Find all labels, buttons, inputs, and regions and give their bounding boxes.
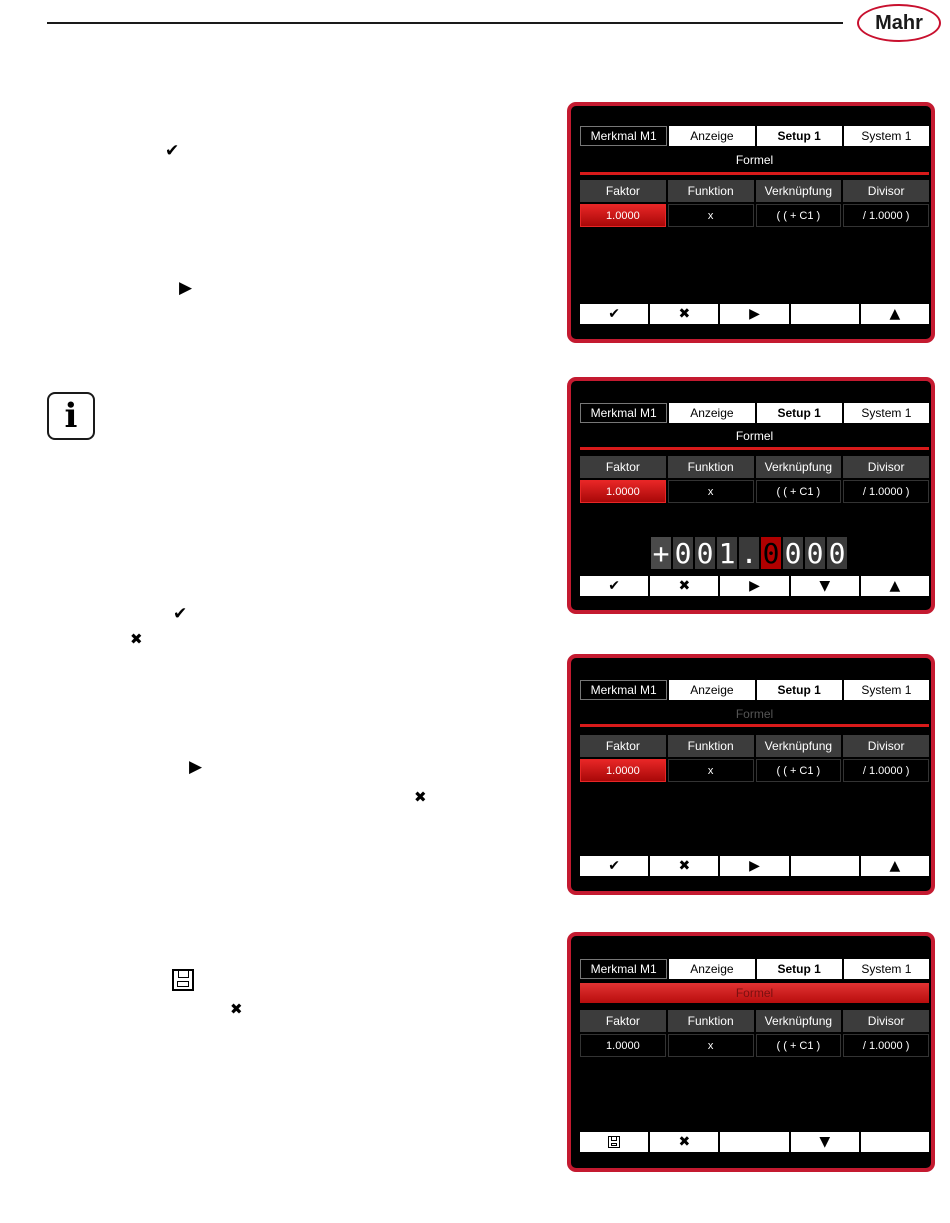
save-icon [608, 1136, 620, 1148]
value-row [580, 1034, 929, 1057]
section-divider [580, 172, 929, 175]
softkey-empty[interactable] [720, 1132, 788, 1152]
tab-system[interactable]: System 1 [844, 126, 929, 146]
tab-setup[interactable]: Setup 1 [757, 959, 842, 979]
tab-anzeige[interactable]: Anzeige [669, 680, 754, 700]
tab-merkmal[interactable]: Merkmal M1 [580, 126, 667, 146]
col-verknuepfung: Verknüpfung [756, 735, 842, 757]
device-screen-3 [567, 654, 935, 895]
column-headers [580, 1010, 929, 1032]
value-verknuepfung[interactable]: ( ( + C1 ) [756, 480, 842, 503]
right-arrow-icon: ▶ [189, 757, 203, 777]
column-headers [580, 180, 929, 202]
softkey-empty[interactable] [861, 1132, 929, 1152]
col-verknuepfung: Verknüpfung [756, 1010, 842, 1032]
col-funktion: Funktion [668, 180, 754, 202]
save-icon [172, 969, 194, 991]
col-divisor: Divisor [843, 1010, 929, 1032]
value-divisor[interactable]: / 1.0000 ) [843, 480, 929, 503]
value-faktor[interactable]: 1.0000 [580, 1034, 666, 1057]
softkey-empty[interactable] [791, 856, 859, 876]
col-funktion: Funktion [668, 1010, 754, 1032]
col-divisor: Divisor [843, 180, 929, 202]
col-faktor: Faktor [580, 735, 666, 757]
softkey-down-icon[interactable]: ▼ [791, 576, 859, 596]
softkey-bar [580, 1132, 929, 1152]
section-title[interactable]: Formel [580, 983, 929, 1003]
col-faktor: Faktor [580, 456, 666, 478]
col-verknuepfung: Verknüpfung [756, 456, 842, 478]
column-headers [580, 456, 929, 478]
value-row [580, 204, 929, 227]
numeric-entry[interactable] [651, 537, 849, 569]
softkey-cross-icon[interactable]: ✖ [650, 304, 718, 324]
softkey-empty[interactable] [791, 304, 859, 324]
col-divisor: Divisor [843, 735, 929, 757]
tab-setup[interactable]: Setup 1 [757, 680, 842, 700]
tab-merkmal[interactable]: Merkmal M1 [580, 959, 667, 979]
cross-icon: ✖ [130, 630, 143, 648]
value-divisor[interactable]: / 1.0000 ) [843, 1034, 929, 1057]
tab-bar [580, 959, 929, 979]
col-divisor: Divisor [843, 456, 929, 478]
softkey-up-icon[interactable]: ▲ [861, 856, 929, 876]
softkey-bar [580, 576, 929, 596]
value-funktion[interactable]: x [668, 204, 754, 227]
value-verknuepfung[interactable]: ( ( + C1 ) [756, 759, 842, 782]
entry-digit-cursor[interactable]: 0 [762, 536, 780, 570]
entry-digit[interactable]: 0 [828, 536, 846, 570]
softkey-bar [580, 304, 929, 324]
column-headers [580, 735, 929, 757]
value-row [580, 480, 929, 503]
tab-bar [580, 680, 929, 700]
check-icon: ✔ [173, 604, 188, 624]
col-faktor: Faktor [580, 180, 666, 202]
value-funktion[interactable]: x [668, 480, 754, 503]
value-verknuepfung[interactable]: ( ( + C1 ) [756, 1034, 842, 1057]
tab-anzeige[interactable]: Anzeige [669, 126, 754, 146]
col-faktor: Faktor [580, 1010, 666, 1032]
value-faktor[interactable]: 1.0000 [580, 204, 666, 227]
entry-digit[interactable]: 0 [806, 536, 824, 570]
softkey-check-icon[interactable]: ✔ [580, 576, 648, 596]
check-icon: ✔ [165, 141, 180, 161]
col-funktion: Funktion [668, 735, 754, 757]
softkey-check-icon[interactable]: ✔ [580, 856, 648, 876]
softkey-right-icon[interactable]: ▶ [720, 856, 788, 876]
value-divisor[interactable]: / 1.0000 ) [843, 204, 929, 227]
mahr-logo: Mahr [857, 4, 941, 42]
softkey-right-icon[interactable]: ▶ [720, 304, 788, 324]
entry-digit[interactable]: + [652, 536, 670, 570]
header-rule [47, 22, 843, 24]
cross-icon: ✖ [230, 1000, 243, 1018]
section-title: Formel [735, 707, 774, 721]
softkey-right-icon[interactable]: ▶ [720, 576, 788, 596]
softkey-check-icon[interactable]: ✔ [580, 304, 648, 324]
tab-setup[interactable]: Setup 1 [757, 126, 842, 146]
section-title: Formel [735, 153, 774, 167]
tab-anzeige[interactable]: Anzeige [669, 959, 754, 979]
softkey-up-icon[interactable]: ▲ [861, 304, 929, 324]
device-screen-2 [567, 377, 935, 614]
softkey-cross-icon[interactable]: ✖ [650, 576, 718, 596]
col-verknuepfung: Verknüpfung [756, 180, 842, 202]
tab-system[interactable]: System 1 [844, 959, 929, 979]
value-verknuepfung[interactable]: ( ( + C1 ) [756, 204, 842, 227]
tab-bar [580, 126, 929, 146]
softkey-cross-icon[interactable]: ✖ [650, 856, 718, 876]
softkey-cross-icon[interactable]: ✖ [650, 1132, 718, 1152]
info-icon: i [47, 392, 95, 440]
section-title: Formel [735, 429, 774, 443]
value-row [580, 759, 929, 782]
value-funktion[interactable]: x [668, 1034, 754, 1057]
tab-setup[interactable]: Setup 1 [757, 403, 842, 423]
tab-merkmal[interactable]: Merkmal M1 [580, 680, 667, 700]
tab-bar [580, 403, 929, 423]
section-divider [580, 447, 929, 450]
device-screen-4 [567, 932, 935, 1172]
value-funktion[interactable]: x [668, 759, 754, 782]
section-divider [580, 724, 929, 727]
entry-digit[interactable]: 1 [718, 536, 736, 570]
softkey-bar [580, 856, 929, 876]
value-faktor[interactable]: 1.0000 [580, 480, 666, 503]
cross-icon: ✖ [414, 788, 427, 806]
value-faktor[interactable]: 1.0000 [580, 759, 666, 782]
softkey-save-button[interactable] [580, 1132, 648, 1152]
value-divisor[interactable]: / 1.0000 ) [843, 759, 929, 782]
entry-digit[interactable]: 0 [784, 536, 802, 570]
softkey-down-icon[interactable]: ▼ [791, 1132, 859, 1152]
col-funktion: Funktion [668, 456, 754, 478]
right-arrow-icon: ▶ [179, 278, 193, 298]
entry-decimal-point: . [740, 536, 758, 570]
entry-digit[interactable]: 0 [674, 536, 692, 570]
softkey-up-icon[interactable]: ▲ [861, 576, 929, 596]
tab-system[interactable]: System 1 [844, 403, 929, 423]
tab-anzeige[interactable]: Anzeige [669, 403, 754, 423]
tab-merkmal[interactable]: Merkmal M1 [580, 403, 667, 423]
entry-digit[interactable]: 0 [696, 536, 714, 570]
device-screen-1 [567, 102, 935, 343]
tab-system[interactable]: System 1 [844, 680, 929, 700]
